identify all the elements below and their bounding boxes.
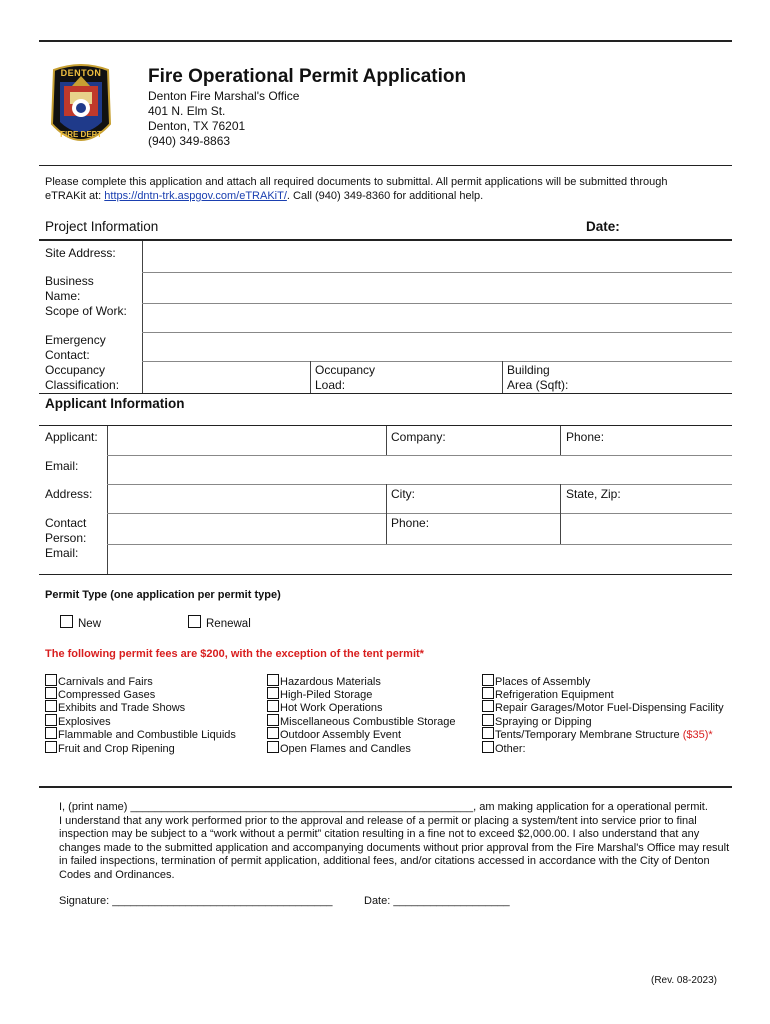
contact-label-2: Person: <box>45 531 87 545</box>
permit-label: Places of Assembly <box>495 676 591 688</box>
project-heading: Project Information <box>45 219 159 234</box>
permit-type-heading: Permit Type (one application per permit type) <box>45 589 281 601</box>
permit-label: Miscellaneous Combustible Storage <box>280 716 456 728</box>
intro-prefix: eTRAKit at: <box>45 189 105 202</box>
permit-checkbox[interactable] <box>482 727 494 739</box>
print-name-prefix: I, (print name) <box>59 801 131 813</box>
sign-date-blank[interactable]: ___________________ <box>393 895 510 907</box>
applicant-right-divider-3 <box>560 513 561 544</box>
project-date-label: Date: <box>586 219 620 234</box>
sign-date-line <box>364 895 510 909</box>
intro-suffix: . Call (940) 349-8360 for additional help. <box>286 189 484 202</box>
permit-checkbox[interactable] <box>267 714 279 726</box>
permit-checkbox[interactable] <box>45 741 57 753</box>
email-input[interactable] <box>108 456 731 483</box>
applicant-input[interactable] <box>108 427 385 454</box>
permit-checkbox[interactable] <box>45 674 57 686</box>
fire-dept-logo <box>48 64 114 150</box>
contact-label-1: Contact <box>45 516 87 530</box>
applicant-label: Applicant: <box>45 430 98 444</box>
office-phone: (940) 349-8863 <box>148 134 231 148</box>
permit-checkbox[interactable] <box>267 674 279 686</box>
permit-label: Repair Garages/Motor Fuel-Dispensing Facility <box>495 702 724 714</box>
emergency-label-1: Emergency <box>45 333 106 347</box>
declaration-rule <box>39 786 732 788</box>
renewal-option[interactable] <box>188 615 251 630</box>
address-input[interactable] <box>108 485 385 512</box>
project-row-divider-4 <box>142 361 732 362</box>
permit-checkbox[interactable] <box>267 741 279 753</box>
occ-load-divider <box>310 361 311 393</box>
permit-checkbox[interactable] <box>482 687 494 699</box>
bldg-area-divider <box>502 361 503 393</box>
applicant-right-divider-2 <box>560 484 561 513</box>
bldg-area-label-2: Area (Sqft): <box>507 378 569 392</box>
office-name: Denton Fire Marshal's Office <box>148 89 300 103</box>
header-rule <box>39 165 732 166</box>
company-label: Company: <box>391 430 446 444</box>
logo-bottom-text: FIRE DEPT <box>60 130 102 139</box>
contact-person-input[interactable] <box>108 514 385 543</box>
state-zip-label: State, Zip: <box>566 487 621 501</box>
permit-checkbox[interactable] <box>45 727 57 739</box>
new-label: New <box>78 618 102 630</box>
sign-date-label: Date: <box>364 895 394 907</box>
print-name-line <box>59 801 731 815</box>
renewal-checkbox[interactable] <box>188 615 201 628</box>
permit-checkbox[interactable] <box>482 714 494 726</box>
occ-load-label-1: Occupancy <box>315 363 376 377</box>
permit-checkbox[interactable] <box>267 700 279 712</box>
applicant-row-divider-4 <box>107 544 732 545</box>
print-name-blank[interactable]: ________________________________________________________ <box>130 801 474 813</box>
permit-option[interactable] <box>45 741 175 757</box>
business-name-label-1: Business <box>45 274 94 288</box>
revision-label: (Rev. 08-2023) <box>651 975 717 986</box>
permit-label: Open Flames and Candles <box>280 743 411 755</box>
applicant-rule-bottom <box>39 574 732 575</box>
new-checkbox[interactable] <box>60 615 73 628</box>
permit-checkbox[interactable] <box>45 700 57 712</box>
permit-label: Hot Work Operations <box>280 702 383 714</box>
permit-label: Flammable and Combustible Liquids <box>58 729 236 741</box>
phone-label: Phone: <box>566 430 605 444</box>
permit-checkbox[interactable] <box>267 727 279 739</box>
top-rule <box>39 40 732 42</box>
occ-class-label-1: Occupancy <box>45 363 106 377</box>
permit-label: Exhibits and Trade Shows <box>58 702 186 714</box>
permit-label: Carnivals and Fairs <box>58 676 153 688</box>
intro-text <box>45 176 725 203</box>
emergency-contact-input[interactable] <box>143 333 731 360</box>
permit-checkbox[interactable] <box>267 687 279 699</box>
permit-checkbox[interactable] <box>45 687 57 699</box>
business-name-input[interactable] <box>143 273 731 302</box>
contact-phone-label: Phone: <box>391 516 430 530</box>
permit-label: Spraying or Dipping <box>495 716 592 728</box>
new-option[interactable] <box>60 615 101 630</box>
permit-option[interactable] <box>482 741 526 757</box>
permit-label: Explosives <box>58 716 111 728</box>
permit-label: Fruit and Crop Ripening <box>58 743 175 755</box>
signature-line <box>59 895 332 909</box>
email-label: Email: <box>45 459 79 473</box>
declaration-block <box>59 801 731 882</box>
occ-load-label-2: Load: <box>315 378 346 392</box>
declaration-text: I understand that any work performed prior to the approval and release of a permit or placing a system/tent into service prior to final inspection may be subject to a “work without a permit” citation resulting in a fine not to exceed $2,000.00. I also understand that any changes made to the submitted application and accompanying documents without prior approval from the Fire Marshal's Office may result in failed inspections, termination of permit application, additional fees, and/or citations accessed in accordance with the City of Denton Codes and Ordinances. <box>59 814 730 881</box>
print-name-suffix: , am making application for a operational permit. <box>473 801 708 813</box>
tent-fee: ($35)* <box>682 729 713 741</box>
signature-blank[interactable]: ____________________________________ <box>112 895 333 907</box>
emergency-label-2: Contact: <box>45 348 90 362</box>
permit-checkbox[interactable] <box>482 741 494 753</box>
applicant-mid-divider-3 <box>386 513 387 544</box>
permit-option[interactable] <box>267 741 411 757</box>
permit-checkbox[interactable] <box>482 700 494 712</box>
logo-top-text: DENTON <box>60 68 102 78</box>
permit-label: Other: <box>495 743 526 755</box>
office-city: Denton, TX 76201 <box>148 119 246 133</box>
office-street: 401 N. Elm St. <box>148 104 226 118</box>
intro-line-1: Please complete this application and attach all required documents to submittal. All permit applications will be submitted through <box>45 176 668 188</box>
permit-label: Refrigeration Equipment <box>495 689 614 701</box>
permit-checkbox[interactable] <box>482 674 494 686</box>
permit-label: High-Piled Storage <box>280 689 373 701</box>
scope-label: Scope of Work: <box>45 304 127 318</box>
business-name-label-2: Name: <box>45 289 81 303</box>
applicant-heading: Applicant Information <box>45 396 185 411</box>
applicant-right-divider-1 <box>560 426 561 455</box>
permit-checkbox[interactable] <box>45 714 57 726</box>
page-title: Fire Operational Permit Application <box>148 66 467 87</box>
fees-note: The following permit fees are $200, with the exception of the tent permit* <box>45 648 424 660</box>
bldg-area-label-1: Building <box>507 363 550 377</box>
permit-label: Compressed Gases <box>58 689 156 701</box>
renewal-label: Renewal <box>206 618 251 630</box>
contact-label-3: Email: <box>45 546 79 560</box>
etrakit-link[interactable]: https://dntn-trk.aspgov.com/eTRAKiT/ <box>104 189 287 202</box>
signature-label: Signature: <box>59 895 113 907</box>
project-rule-bottom <box>39 393 732 394</box>
address-label: Address: <box>45 487 93 501</box>
site-address-label: Site Address: <box>45 246 116 260</box>
permit-label: Outdoor Assembly Event <box>280 729 402 741</box>
permit-label: Tents/Temporary Membrane Structure <box>495 729 683 741</box>
applicant-mid-divider-1 <box>386 426 387 455</box>
intro-line-2 <box>45 190 725 204</box>
applicant-mid-divider-2 <box>386 484 387 513</box>
site-address-input[interactable] <box>143 242 731 271</box>
occ-class-label-2: Classification: <box>45 378 120 392</box>
city-label: City: <box>391 487 415 501</box>
scope-input[interactable] <box>143 304 731 331</box>
permit-label: Hazardous Materials <box>280 676 381 688</box>
